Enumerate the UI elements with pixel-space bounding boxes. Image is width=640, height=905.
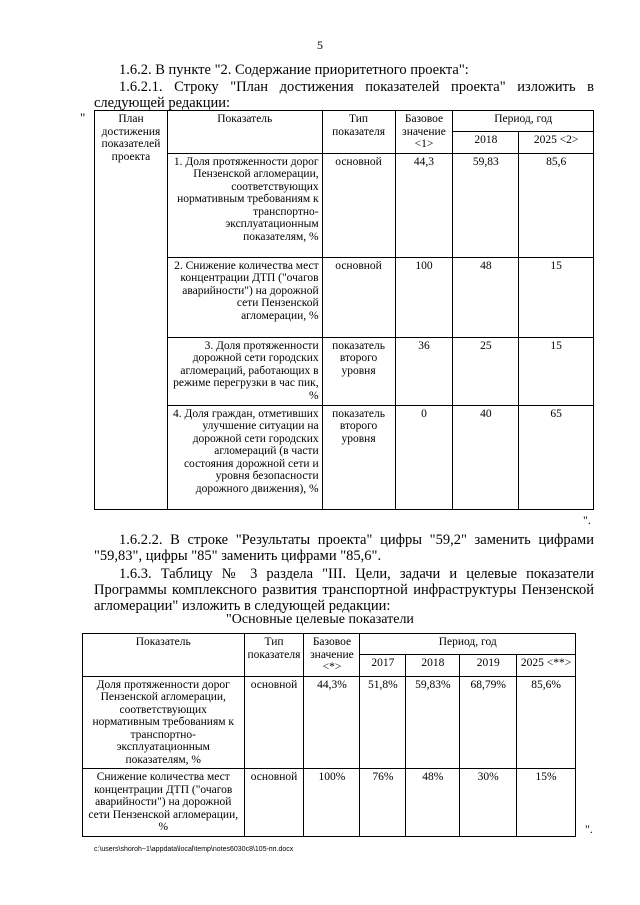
indicator-cell: 3. Доля протяженности дорожной сети городских агломераций, работающих в режиме перегрузки в час пик, %	[167, 337, 322, 405]
type-cell: основной	[244, 769, 304, 837]
type-cell: основной	[244, 676, 304, 769]
base-header: Базовое значение <*>	[304, 634, 360, 677]
indicator-cell: 1. Доля протяженности дорог Пензенской агломерации, соответствующих нормативным требованиям к транспортно-эксплуатационным показателям, %	[167, 153, 322, 257]
quote-close-2: ".	[585, 822, 593, 836]
table-row	[95, 257, 594, 337]
table-row	[95, 153, 594, 257]
base-cell: 44,3%	[304, 676, 360, 769]
indicator-cell: Снижение количества мест концентрации ДТП ("очагов аварийности") на дорожной сети Пензенской агломерации, %	[83, 769, 245, 837]
base-cell: 0	[395, 405, 453, 509]
year-2018-header: 2018	[453, 132, 519, 153]
paragraph-1-6-2-1: 1.6.2.1. Строку "План достижения показателей проекта" изложить в следующей редакции:	[94, 79, 594, 111]
quote-open: "	[80, 110, 86, 125]
base-cell: 36	[395, 337, 453, 405]
indicator-header: Показатель	[167, 111, 322, 154]
table-row	[83, 769, 576, 837]
base-cell: 100%	[304, 769, 360, 837]
value-2018-cell: 40	[453, 405, 519, 509]
value-2025-cell: 15	[519, 337, 594, 405]
table-row	[95, 405, 594, 509]
plan-header: План достижения показателей проекта	[95, 111, 168, 510]
paragraph-1-6-2: 1.6.2. В пункте "2. Содержание приоритетного проекта":	[119, 62, 469, 78]
value-2018-cell: 25	[453, 337, 519, 405]
value-2025-cell: 65	[519, 405, 594, 509]
period-header: Период, год	[453, 111, 594, 132]
indicator-cell: 4. Доля граждан, отметивших улучшение ситуации на дорожной сети городских агломераций (в части состояния дорожной сети и уровня безопасности дорожного движения), %	[167, 405, 322, 509]
page-number: 5	[317, 38, 323, 52]
type-cell: показатель второго уровня	[322, 337, 395, 405]
year-2018-header: 2018	[406, 655, 460, 676]
table-row	[95, 337, 594, 405]
year-2025-header: 2025 <2>	[519, 132, 594, 153]
value-2025-cell: 15%	[517, 769, 576, 837]
type-cell: основной	[322, 153, 395, 257]
target-indicators-table	[82, 633, 576, 837]
indicator-header: Показатель	[83, 634, 245, 677]
indicator-cell: Доля протяженности дорог Пензенской агломерации, соответствующих нормативным требованиям к транспортно-эксплуатационным показателям, %	[83, 676, 245, 769]
type-cell: показатель второго уровня	[322, 405, 395, 509]
quote-close-1: ".	[583, 513, 591, 527]
indicator-cell: 2. Снижение количества мест концентрации ДТП ("очагов аварийности") на дорожной сети Пензенской агломерации, %	[167, 257, 322, 337]
value-2018-cell: 48	[453, 257, 519, 337]
year-2017-header: 2017	[360, 655, 406, 676]
value-2017-cell: 76%	[360, 769, 406, 837]
value-2019-cell: 68,79%	[460, 676, 517, 769]
type-header: Тип показателя	[322, 111, 395, 154]
value-2025-cell: 15	[519, 257, 594, 337]
year-2025-header: 2025 <**>	[517, 655, 576, 676]
value-2017-cell: 51,8%	[360, 676, 406, 769]
table-row	[83, 676, 576, 769]
value-2025-cell: 85,6	[519, 153, 594, 257]
value-2025-cell: 85,6%	[517, 676, 576, 769]
value-2019-cell: 30%	[460, 769, 517, 837]
type-header: Тип показателя	[244, 634, 304, 677]
value-2018-cell: 59,83%	[406, 676, 460, 769]
period-header: Период, год	[360, 634, 576, 655]
file-path-footer: c:\users\shoroh~1\appdata\local\temp\notes6030c8\105-пп.docx	[94, 846, 294, 853]
type-cell: основной	[322, 257, 395, 337]
year-2019-header: 2019	[460, 655, 517, 676]
value-2018-cell: 48%	[406, 769, 460, 837]
base-cell: 100	[395, 257, 453, 337]
value-2018-cell: 59,83	[453, 153, 519, 257]
base-cell: 44,3	[395, 153, 453, 257]
paragraph-1-6-2-2: 1.6.2.2. В строке "Результаты проекта" цифры "59,2" заменить цифрами "59,83", цифры "85" заменить цифрами "85,6".	[94, 532, 594, 564]
table-title: "Основные целевые показатели	[226, 612, 414, 627]
paragraph-1-6-3: 1.6.3. Таблицу № 3 раздела "III. Цели, задачи и целевые показатели Программы комплексного развития транспортной инфраструктуры Пензенской агломерации" изложить в следующей редакции:	[94, 566, 594, 614]
base-header: Базовое значение <1>	[395, 111, 453, 154]
project-plan-table	[94, 110, 594, 510]
